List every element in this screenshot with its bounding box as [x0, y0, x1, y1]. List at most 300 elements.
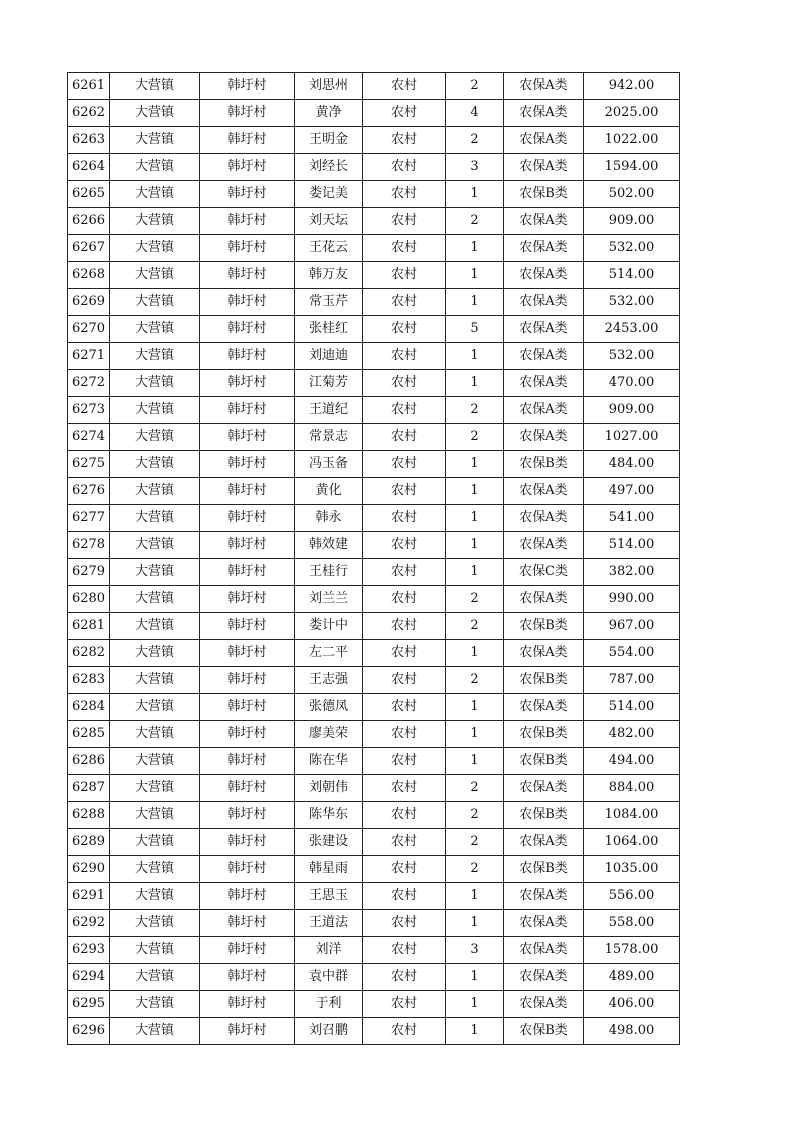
- town-cell: 大营镇: [110, 154, 200, 181]
- village-cell: 韩圩村: [200, 532, 295, 559]
- area-type-cell: 农村: [363, 505, 446, 532]
- household-count-cell: 1: [446, 181, 504, 208]
- insurance-class-cell: 农保B类: [504, 748, 584, 775]
- row-number-cell: 6276: [68, 478, 110, 505]
- table-body: [68, 73, 680, 1045]
- row-number-cell: 6283: [68, 667, 110, 694]
- town-cell: 大营镇: [110, 802, 200, 829]
- area-type-cell: 农村: [363, 208, 446, 235]
- name-cell: 陈华东: [295, 802, 363, 829]
- household-count-cell: 1: [446, 505, 504, 532]
- area-type-cell: 农村: [363, 451, 446, 478]
- household-count-cell: 2: [446, 829, 504, 856]
- area-type-cell: 农村: [363, 343, 446, 370]
- town-cell: 大营镇: [110, 505, 200, 532]
- village-cell: 韩圩村: [200, 586, 295, 613]
- row-number-cell: 6292: [68, 910, 110, 937]
- insurance-class-cell: 农保A类: [504, 73, 584, 100]
- amount-cell: 942.00: [584, 73, 680, 100]
- area-type-cell: 农村: [363, 532, 446, 559]
- area-type-cell: 农村: [363, 559, 446, 586]
- town-cell: 大营镇: [110, 289, 200, 316]
- village-cell: 韩圩村: [200, 73, 295, 100]
- village-cell: 韩圩村: [200, 370, 295, 397]
- household-count-cell: 2: [446, 613, 504, 640]
- area-type-cell: 农村: [363, 154, 446, 181]
- row-number-cell: 6270: [68, 316, 110, 343]
- insurance-class-cell: 农保A类: [504, 235, 584, 262]
- town-cell: 大营镇: [110, 613, 200, 640]
- amount-cell: 990.00: [584, 586, 680, 613]
- town-cell: 大营镇: [110, 397, 200, 424]
- table-row: [68, 667, 680, 694]
- amount-cell: 406.00: [584, 991, 680, 1018]
- area-type-cell: 农村: [363, 748, 446, 775]
- amount-cell: 787.00: [584, 667, 680, 694]
- village-cell: 韩圩村: [200, 640, 295, 667]
- row-number-cell: 6285: [68, 721, 110, 748]
- name-cell: 常玉芹: [295, 289, 363, 316]
- name-cell: 刘兰兰: [295, 586, 363, 613]
- row-number-cell: 6277: [68, 505, 110, 532]
- insurance-class-cell: 农保A类: [504, 127, 584, 154]
- town-cell: 大营镇: [110, 829, 200, 856]
- row-number-cell: 6261: [68, 73, 110, 100]
- row-number-cell: 6278: [68, 532, 110, 559]
- amount-cell: 2025.00: [584, 100, 680, 127]
- area-type-cell: 农村: [363, 235, 446, 262]
- row-number-cell: 6280: [68, 586, 110, 613]
- village-cell: 韩圩村: [200, 505, 295, 532]
- insurance-class-cell: 农保B类: [504, 1018, 584, 1045]
- amount-cell: 484.00: [584, 451, 680, 478]
- village-cell: 韩圩村: [200, 991, 295, 1018]
- area-type-cell: 农村: [363, 127, 446, 154]
- row-number-cell: 6281: [68, 613, 110, 640]
- row-number-cell: 6271: [68, 343, 110, 370]
- name-cell: 韩万友: [295, 262, 363, 289]
- name-cell: 刘天坛: [295, 208, 363, 235]
- name-cell: 廖美荣: [295, 721, 363, 748]
- insurance-class-cell: 农保B类: [504, 667, 584, 694]
- village-cell: 韩圩村: [200, 937, 295, 964]
- town-cell: 大营镇: [110, 127, 200, 154]
- household-count-cell: 2: [446, 127, 504, 154]
- amount-cell: 1578.00: [584, 937, 680, 964]
- document-sheet: [67, 72, 680, 1045]
- amount-cell: 2453.00: [584, 316, 680, 343]
- table-row: [68, 586, 680, 613]
- table-row: [68, 856, 680, 883]
- town-cell: 大营镇: [110, 991, 200, 1018]
- village-cell: 韩圩村: [200, 613, 295, 640]
- household-count-cell: 1: [446, 883, 504, 910]
- row-number-cell: 6296: [68, 1018, 110, 1045]
- household-count-cell: 5: [446, 316, 504, 343]
- household-count-cell: 4: [446, 100, 504, 127]
- table-row: [68, 181, 680, 208]
- name-cell: 王志强: [295, 667, 363, 694]
- village-cell: 韩圩村: [200, 964, 295, 991]
- household-count-cell: 1: [446, 289, 504, 316]
- name-cell: 王道法: [295, 910, 363, 937]
- area-type-cell: 农村: [363, 802, 446, 829]
- row-number-cell: 6275: [68, 451, 110, 478]
- amount-cell: 482.00: [584, 721, 680, 748]
- insurance-class-cell: 农保A类: [504, 829, 584, 856]
- name-cell: 韩星雨: [295, 856, 363, 883]
- amount-cell: 1064.00: [584, 829, 680, 856]
- household-count-cell: 1: [446, 991, 504, 1018]
- name-cell: 陈在华: [295, 748, 363, 775]
- village-cell: 韩圩村: [200, 424, 295, 451]
- insurance-class-cell: 农保B类: [504, 802, 584, 829]
- amount-cell: 532.00: [584, 343, 680, 370]
- village-cell: 韩圩村: [200, 559, 295, 586]
- amount-cell: 1594.00: [584, 154, 680, 181]
- household-count-cell: 2: [446, 73, 504, 100]
- village-cell: 韩圩村: [200, 208, 295, 235]
- table-row: [68, 289, 680, 316]
- household-count-cell: 1: [446, 370, 504, 397]
- data-table: [67, 72, 680, 1045]
- name-cell: 刘洋: [295, 937, 363, 964]
- name-cell: 张德凤: [295, 694, 363, 721]
- area-type-cell: 农村: [363, 721, 446, 748]
- household-count-cell: 1: [446, 559, 504, 586]
- household-count-cell: 2: [446, 775, 504, 802]
- insurance-class-cell: 农保A类: [504, 289, 584, 316]
- name-cell: 王思玉: [295, 883, 363, 910]
- row-number-cell: 6264: [68, 154, 110, 181]
- table-row: [68, 937, 680, 964]
- amount-cell: 514.00: [584, 262, 680, 289]
- household-count-cell: 1: [446, 694, 504, 721]
- town-cell: 大营镇: [110, 343, 200, 370]
- insurance-class-cell: 农保B类: [504, 451, 584, 478]
- name-cell: 韩永: [295, 505, 363, 532]
- village-cell: 韩圩村: [200, 775, 295, 802]
- insurance-class-cell: 农保B类: [504, 613, 584, 640]
- amount-cell: 558.00: [584, 910, 680, 937]
- village-cell: 韩圩村: [200, 154, 295, 181]
- row-number-cell: 6291: [68, 883, 110, 910]
- town-cell: 大营镇: [110, 478, 200, 505]
- name-cell: 娄记美: [295, 181, 363, 208]
- table-row: [68, 964, 680, 991]
- table-row: [68, 559, 680, 586]
- row-number-cell: 6269: [68, 289, 110, 316]
- row-number-cell: 6282: [68, 640, 110, 667]
- area-type-cell: 农村: [363, 586, 446, 613]
- insurance-class-cell: 农保A类: [504, 397, 584, 424]
- table-row: [68, 73, 680, 100]
- table-row: [68, 478, 680, 505]
- amount-cell: 532.00: [584, 289, 680, 316]
- name-cell: 左二平: [295, 640, 363, 667]
- town-cell: 大营镇: [110, 208, 200, 235]
- insurance-class-cell: 农保B类: [504, 721, 584, 748]
- row-number-cell: 6287: [68, 775, 110, 802]
- insurance-class-cell: 农保A类: [504, 991, 584, 1018]
- village-cell: 韩圩村: [200, 397, 295, 424]
- area-type-cell: 农村: [363, 910, 446, 937]
- name-cell: 王桂行: [295, 559, 363, 586]
- town-cell: 大营镇: [110, 883, 200, 910]
- amount-cell: 494.00: [584, 748, 680, 775]
- area-type-cell: 农村: [363, 181, 446, 208]
- row-number-cell: 6262: [68, 100, 110, 127]
- insurance-class-cell: 农保A类: [504, 262, 584, 289]
- household-count-cell: 1: [446, 343, 504, 370]
- household-count-cell: 3: [446, 154, 504, 181]
- amount-cell: 884.00: [584, 775, 680, 802]
- area-type-cell: 农村: [363, 316, 446, 343]
- amount-cell: 470.00: [584, 370, 680, 397]
- insurance-class-cell: 农保A类: [504, 586, 584, 613]
- household-count-cell: 1: [446, 478, 504, 505]
- table-row: [68, 370, 680, 397]
- table-row: [68, 343, 680, 370]
- town-cell: 大营镇: [110, 316, 200, 343]
- insurance-class-cell: 农保B类: [504, 181, 584, 208]
- area-type-cell: 农村: [363, 640, 446, 667]
- table-row: [68, 262, 680, 289]
- name-cell: 冯玉备: [295, 451, 363, 478]
- town-cell: 大营镇: [110, 451, 200, 478]
- table-row: [68, 397, 680, 424]
- name-cell: 黄化: [295, 478, 363, 505]
- name-cell: 常景志: [295, 424, 363, 451]
- area-type-cell: 农村: [363, 613, 446, 640]
- area-type-cell: 农村: [363, 937, 446, 964]
- town-cell: 大营镇: [110, 748, 200, 775]
- row-number-cell: 6274: [68, 424, 110, 451]
- insurance-class-cell: 农保A类: [504, 937, 584, 964]
- household-count-cell: 2: [446, 856, 504, 883]
- area-type-cell: 农村: [363, 856, 446, 883]
- insurance-class-cell: 农保A类: [504, 910, 584, 937]
- insurance-class-cell: 农保A类: [504, 883, 584, 910]
- area-type-cell: 农村: [363, 1018, 446, 1045]
- insurance-class-cell: 农保A类: [504, 424, 584, 451]
- town-cell: 大营镇: [110, 235, 200, 262]
- name-cell: 刘经长: [295, 154, 363, 181]
- table-row: [68, 829, 680, 856]
- village-cell: 韩圩村: [200, 829, 295, 856]
- area-type-cell: 农村: [363, 100, 446, 127]
- village-cell: 韩圩村: [200, 316, 295, 343]
- name-cell: 刘召鹏: [295, 1018, 363, 1045]
- insurance-class-cell: 农保A类: [504, 343, 584, 370]
- amount-cell: 498.00: [584, 1018, 680, 1045]
- household-count-cell: 2: [446, 586, 504, 613]
- area-type-cell: 农村: [363, 73, 446, 100]
- table-row: [68, 451, 680, 478]
- village-cell: 韩圩村: [200, 856, 295, 883]
- name-cell: 刘迪迪: [295, 343, 363, 370]
- area-type-cell: 农村: [363, 667, 446, 694]
- insurance-class-cell: 农保A类: [504, 532, 584, 559]
- amount-cell: 514.00: [584, 694, 680, 721]
- area-type-cell: 农村: [363, 883, 446, 910]
- insurance-class-cell: 农保A类: [504, 694, 584, 721]
- insurance-class-cell: 农保A类: [504, 775, 584, 802]
- table-row: [68, 802, 680, 829]
- town-cell: 大营镇: [110, 100, 200, 127]
- insurance-class-cell: 农保A类: [504, 478, 584, 505]
- area-type-cell: 农村: [363, 478, 446, 505]
- village-cell: 韩圩村: [200, 262, 295, 289]
- insurance-class-cell: 农保A类: [504, 208, 584, 235]
- amount-cell: 497.00: [584, 478, 680, 505]
- insurance-class-cell: 农保A类: [504, 100, 584, 127]
- household-count-cell: 1: [446, 910, 504, 937]
- row-number-cell: 6288: [68, 802, 110, 829]
- table-row: [68, 640, 680, 667]
- town-cell: 大营镇: [110, 532, 200, 559]
- village-cell: 韩圩村: [200, 478, 295, 505]
- table-row: [68, 748, 680, 775]
- household-count-cell: 1: [446, 532, 504, 559]
- household-count-cell: 2: [446, 802, 504, 829]
- amount-cell: 967.00: [584, 613, 680, 640]
- name-cell: 黄净: [295, 100, 363, 127]
- row-number-cell: 6284: [68, 694, 110, 721]
- insurance-class-cell: 农保C类: [504, 559, 584, 586]
- insurance-class-cell: 农保A类: [504, 964, 584, 991]
- village-cell: 韩圩村: [200, 100, 295, 127]
- table-row: [68, 883, 680, 910]
- town-cell: 大营镇: [110, 856, 200, 883]
- town-cell: 大营镇: [110, 640, 200, 667]
- village-cell: 韩圩村: [200, 667, 295, 694]
- amount-cell: 541.00: [584, 505, 680, 532]
- name-cell: 刘思州: [295, 73, 363, 100]
- row-number-cell: 6263: [68, 127, 110, 154]
- household-count-cell: 1: [446, 721, 504, 748]
- name-cell: 江菊芳: [295, 370, 363, 397]
- village-cell: 韩圩村: [200, 343, 295, 370]
- table-row: [68, 721, 680, 748]
- table-row: [68, 991, 680, 1018]
- amount-cell: 532.00: [584, 235, 680, 262]
- area-type-cell: 农村: [363, 262, 446, 289]
- amount-cell: 909.00: [584, 397, 680, 424]
- area-type-cell: 农村: [363, 829, 446, 856]
- town-cell: 大营镇: [110, 775, 200, 802]
- area-type-cell: 农村: [363, 424, 446, 451]
- household-count-cell: 2: [446, 424, 504, 451]
- table-row: [68, 100, 680, 127]
- row-number-cell: 6268: [68, 262, 110, 289]
- amount-cell: 514.00: [584, 532, 680, 559]
- table-row: [68, 910, 680, 937]
- town-cell: 大营镇: [110, 910, 200, 937]
- table-row: [68, 424, 680, 451]
- town-cell: 大营镇: [110, 262, 200, 289]
- table-row: [68, 694, 680, 721]
- insurance-class-cell: 农保A类: [504, 154, 584, 181]
- table-row: [68, 154, 680, 181]
- amount-cell: 1084.00: [584, 802, 680, 829]
- town-cell: 大营镇: [110, 559, 200, 586]
- town-cell: 大营镇: [110, 667, 200, 694]
- amount-cell: 1035.00: [584, 856, 680, 883]
- household-count-cell: 2: [446, 208, 504, 235]
- amount-cell: 489.00: [584, 964, 680, 991]
- area-type-cell: 农村: [363, 694, 446, 721]
- village-cell: 韩圩村: [200, 694, 295, 721]
- table-row: [68, 1018, 680, 1045]
- name-cell: 刘朝伟: [295, 775, 363, 802]
- amount-cell: 382.00: [584, 559, 680, 586]
- area-type-cell: 农村: [363, 397, 446, 424]
- village-cell: 韩圩村: [200, 235, 295, 262]
- town-cell: 大营镇: [110, 370, 200, 397]
- village-cell: 韩圩村: [200, 802, 295, 829]
- name-cell: 张建设: [295, 829, 363, 856]
- town-cell: 大营镇: [110, 586, 200, 613]
- name-cell: 韩效建: [295, 532, 363, 559]
- town-cell: 大营镇: [110, 1018, 200, 1045]
- insurance-class-cell: 农保B类: [504, 856, 584, 883]
- table-row: [68, 613, 680, 640]
- town-cell: 大营镇: [110, 73, 200, 100]
- town-cell: 大营镇: [110, 964, 200, 991]
- village-cell: 韩圩村: [200, 181, 295, 208]
- household-count-cell: 3: [446, 937, 504, 964]
- table-row: [68, 532, 680, 559]
- area-type-cell: 农村: [363, 370, 446, 397]
- area-type-cell: 农村: [363, 289, 446, 316]
- insurance-class-cell: 农保A类: [504, 316, 584, 343]
- village-cell: 韩圩村: [200, 883, 295, 910]
- household-count-cell: 1: [446, 964, 504, 991]
- town-cell: 大营镇: [110, 937, 200, 964]
- area-type-cell: 农村: [363, 991, 446, 1018]
- village-cell: 韩圩村: [200, 721, 295, 748]
- household-count-cell: 2: [446, 397, 504, 424]
- table-row: [68, 208, 680, 235]
- name-cell: 王明金: [295, 127, 363, 154]
- household-count-cell: 1: [446, 235, 504, 262]
- name-cell: 王道纪: [295, 397, 363, 424]
- household-count-cell: 1: [446, 748, 504, 775]
- amount-cell: 554.00: [584, 640, 680, 667]
- insurance-class-cell: 农保A类: [504, 640, 584, 667]
- row-number-cell: 6295: [68, 991, 110, 1018]
- village-cell: 韩圩村: [200, 748, 295, 775]
- amount-cell: 502.00: [584, 181, 680, 208]
- row-number-cell: 6265: [68, 181, 110, 208]
- table-row: [68, 775, 680, 802]
- area-type-cell: 农村: [363, 775, 446, 802]
- row-number-cell: 6286: [68, 748, 110, 775]
- household-count-cell: 1: [446, 640, 504, 667]
- village-cell: 韩圩村: [200, 289, 295, 316]
- household-count-cell: 2: [446, 667, 504, 694]
- row-number-cell: 6273: [68, 397, 110, 424]
- village-cell: 韩圩村: [200, 451, 295, 478]
- row-number-cell: 6272: [68, 370, 110, 397]
- row-number-cell: 6289: [68, 829, 110, 856]
- name-cell: 于利: [295, 991, 363, 1018]
- table-row: [68, 235, 680, 262]
- village-cell: 韩圩村: [200, 127, 295, 154]
- town-cell: 大营镇: [110, 721, 200, 748]
- household-count-cell: 1: [446, 451, 504, 478]
